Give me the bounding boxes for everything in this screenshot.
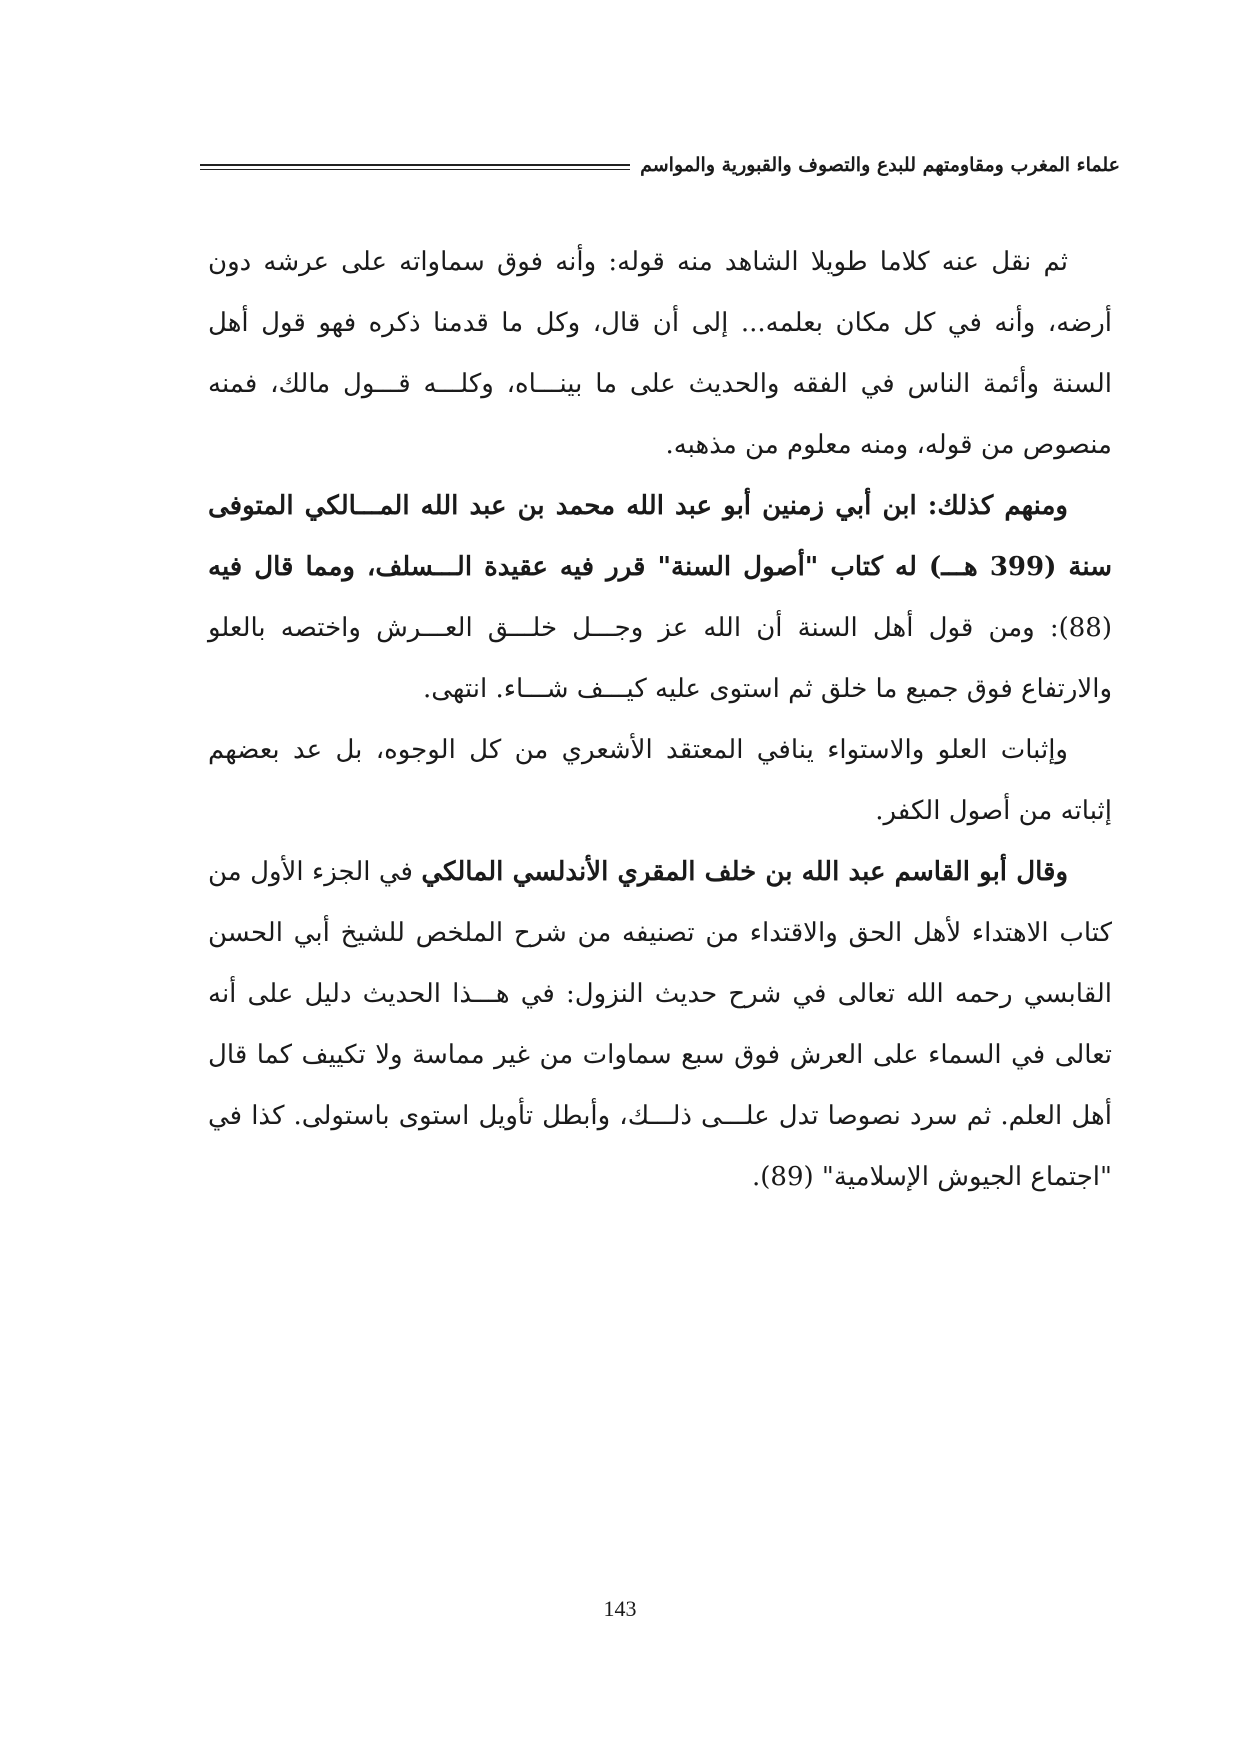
header-rule xyxy=(200,164,630,170)
paragraph-4-bold: وقال أبو القاسم عبد الله بن خلف المقري الأندلسي المالكي xyxy=(421,857,1069,887)
book-title: علماء المغرب ومقاومتهم للبدع والتصوف والقبورية والمواسم xyxy=(640,154,1120,176)
paragraph-2 xyxy=(208,476,1112,720)
paragraph-2-bold: ومنهم كذلك: ابن أبي زمنين أبو عبد الله محمد بن عبد الله المـــالكي المتوفى سنة (399 هـــ) له كتاب "أصول السنة" قرر فيه عقيدة الـــسلف، ومما قال فيه xyxy=(208,491,1112,582)
paragraph-1-text: ثم نقل عنه كلاما طويلا الشاهد منه قوله: وأنه فوق سماواته على عرشه دون أرضه، وأنه في كل مكان بعلمه... إلى أن قال، وكل ما قدمنا ذكره فهو قول أهل السنة وأئمة الناس في الفقه والحديث على ما بينـــاه، وكلـــه قـــول مالك، فمنه منصوص من قوله، ومنه معلوم من مذهبه. xyxy=(208,247,1112,460)
running-header xyxy=(200,150,1120,180)
page-body xyxy=(208,232,1112,1208)
page-number: 143 xyxy=(603,1596,637,1621)
paragraph-4-text: في الجزء الأول من كتاب الاهتداء لأهل الحق والاقتداء من تصنيفه من شرح الملخص للشيخ أبي الحسن القابسي رحمه الله تعالى في شرح حديث النزول: في هـــذا الحديث دليل على أنه تعالى في السماء على العرش فوق سبع سماوات من غير مماسة ولا تكييف كما قال أهل العلم. ثم سرد نصوصا تدل علـــى ذلـــك، وأبطل تأويل استوى باستولى. كذا في "اجتماع الجيوش الإسلامية" (89). xyxy=(208,857,1112,1192)
paragraph-1 xyxy=(208,232,1112,476)
paragraph-3 xyxy=(208,720,1112,842)
paragraph-2-text: (88): ومن قول أهل السنة أن الله عز وجـــل خلـــق العـــرش واختصه بالعلو والارتفاع فوق جميع ما خلق ثم استوى عليه كيـــف شـــاء. انتهى. xyxy=(208,613,1112,704)
paragraph-4 xyxy=(208,842,1112,1208)
paragraph-3-text: وإثبات العلو والاستواء ينافي المعتقد الأشعري من كل الوجوه، بل عد بعضهم إثباته من أصول الكفر. xyxy=(208,735,1112,826)
